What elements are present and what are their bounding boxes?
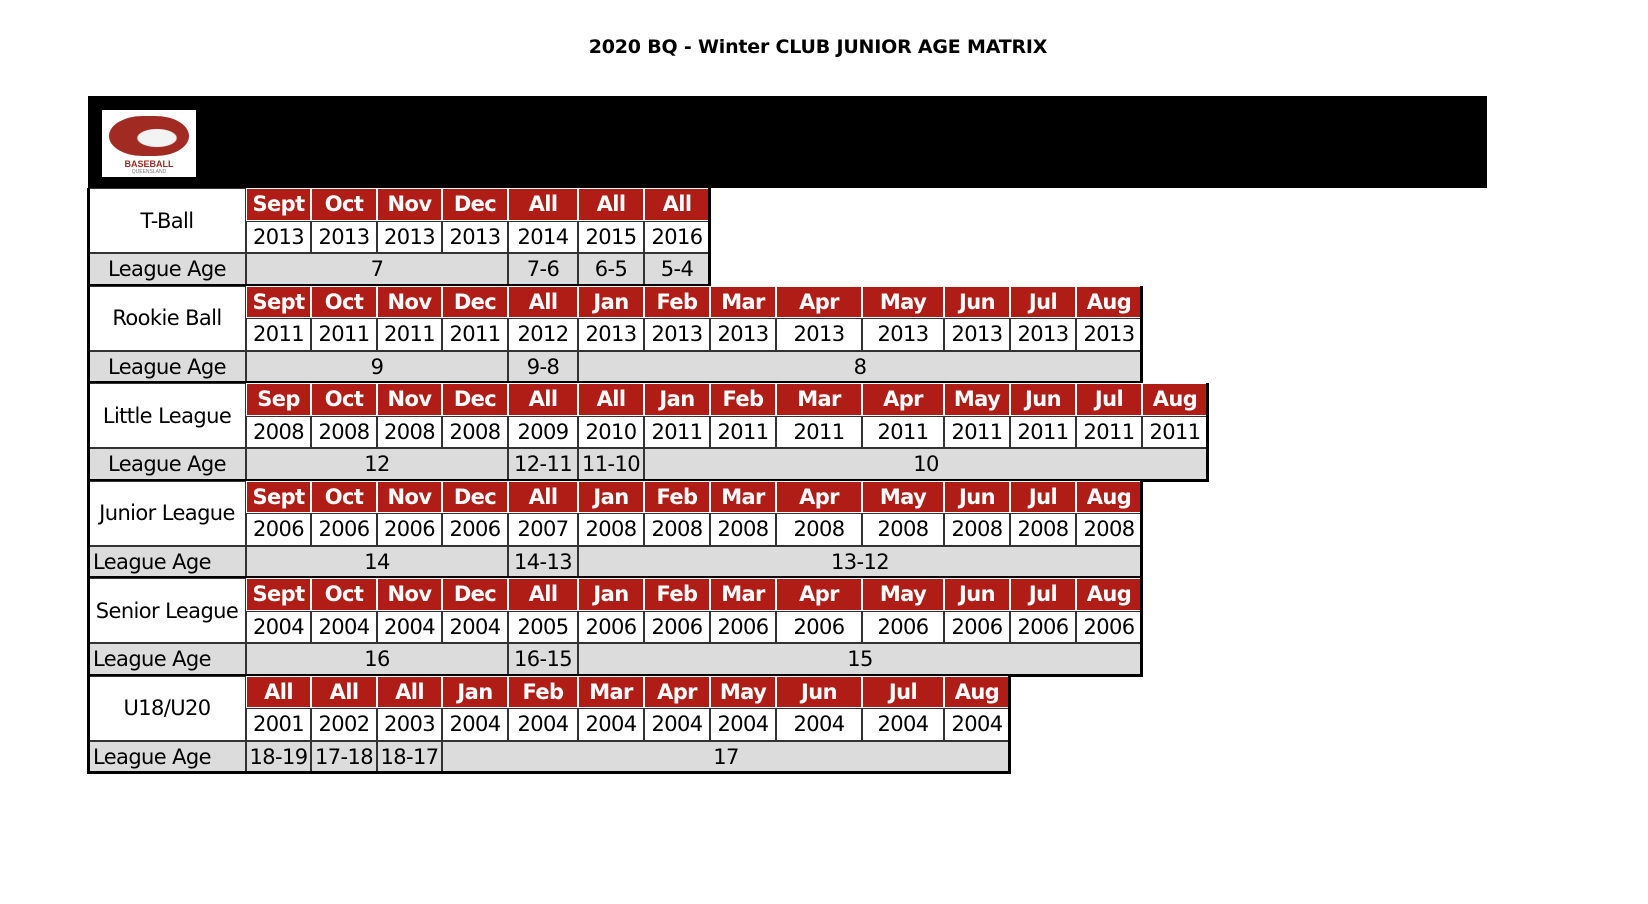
month-header: Aug [944, 676, 1010, 709]
birth-year: 2008 [442, 416, 508, 449]
month-header: May [862, 481, 944, 514]
birth-year: 2004 [246, 611, 311, 644]
birth-year: 2006 [1076, 611, 1142, 644]
league-age-value: 18-17 [377, 741, 442, 774]
birth-year: 2008 [776, 513, 862, 546]
division-name: T-Ball [88, 188, 246, 253]
league-age-value: 12-11 [508, 448, 578, 481]
month-header: Sept [246, 188, 311, 221]
month-header: Apr [776, 286, 862, 319]
birth-year: 2013 [862, 318, 944, 351]
birth-year: 2004 [442, 611, 508, 644]
month-header: All [246, 676, 311, 709]
birth-year: 2004 [377, 611, 442, 644]
birth-year: 2006 [442, 513, 508, 546]
league-age-value: 12 [246, 448, 508, 481]
month-header: All [508, 286, 578, 319]
month-header: May [862, 286, 944, 319]
division-name: Senior League [88, 578, 246, 643]
month-header: Jun [944, 286, 1010, 319]
birth-year: 2002 [311, 708, 377, 741]
month-header: Dec [442, 481, 508, 514]
month-header: Aug [1076, 481, 1142, 514]
month-header: Sept [246, 286, 311, 319]
month-header: All [508, 383, 578, 416]
birth-year: 2006 [862, 611, 944, 644]
month-header: Oct [311, 481, 377, 514]
month-header: Feb [644, 286, 710, 319]
birth-year: 2006 [776, 611, 862, 644]
birth-year: 2006 [578, 611, 644, 644]
month-header: Apr [776, 481, 862, 514]
month-header: May [710, 676, 776, 709]
birth-year: 2008 [862, 513, 944, 546]
league-age-value: 9 [246, 351, 508, 384]
league-age-value: 14-13 [508, 546, 578, 579]
birth-year: 2006 [377, 513, 442, 546]
month-header: All [508, 188, 578, 221]
month-header: Feb [710, 383, 776, 416]
header-banner [88, 96, 1487, 188]
birth-year: 2011 [442, 318, 508, 351]
month-header: Sept [246, 578, 311, 611]
birth-year: 2013 [944, 318, 1010, 351]
month-header: May [944, 383, 1010, 416]
month-header: Mar [776, 383, 862, 416]
month-header: Sept [246, 481, 311, 514]
birth-year: 2006 [246, 513, 311, 546]
month-header: Jul [1076, 383, 1142, 416]
baseball-queensland-logo [102, 110, 196, 177]
league-age-value: 7-6 [508, 253, 578, 286]
league-age-value: 10 [644, 448, 1208, 481]
division-name: Junior League [88, 481, 246, 546]
month-header: Apr [644, 676, 710, 709]
birth-year: 2011 [1010, 416, 1076, 449]
birth-year: 2016 [644, 221, 710, 254]
month-header: Dec [442, 383, 508, 416]
month-header: Jun [944, 481, 1010, 514]
month-header: All [508, 481, 578, 514]
logo-subtext: QUEENSLAND [131, 169, 167, 175]
month-header: All [311, 676, 377, 709]
birth-year: 2013 [644, 318, 710, 351]
league-age-label: League Age [88, 351, 246, 384]
month-header: Jan [578, 286, 644, 319]
birth-year: 2005 [508, 611, 578, 644]
league-age-value: 8 [578, 351, 1142, 384]
league-age-label: League Age [88, 741, 246, 774]
month-header: Jun [1010, 383, 1076, 416]
birth-year: 2008 [1076, 513, 1142, 546]
birth-year: 2008 [644, 513, 710, 546]
month-header: All [578, 383, 644, 416]
birth-year: 2013 [578, 318, 644, 351]
month-header: Sep [246, 383, 311, 416]
league-age-value: 15 [578, 643, 1142, 676]
league-age-value: 14 [246, 546, 508, 579]
birth-year: 2008 [311, 416, 377, 449]
birth-year: 2015 [578, 221, 644, 254]
month-header: Mar [710, 578, 776, 611]
league-age-label: League Age [88, 643, 246, 676]
birth-year: 2011 [944, 416, 1010, 449]
birth-year: 2004 [508, 708, 578, 741]
birth-year: 2006 [311, 513, 377, 546]
birth-year: 2007 [508, 513, 578, 546]
birth-year: 2010 [578, 416, 644, 449]
birth-year: 2006 [644, 611, 710, 644]
month-header: Jan [578, 481, 644, 514]
month-header: Jul [1010, 578, 1076, 611]
birth-year: 2001 [246, 708, 311, 741]
birth-year: 2013 [377, 221, 442, 254]
month-header: Jul [1010, 286, 1076, 319]
month-header: Dec [442, 286, 508, 319]
birth-year: 2011 [710, 416, 776, 449]
division-name: U18/U20 [88, 676, 246, 741]
page-title: 2020 BQ - Winter CLUB JUNIOR AGE MATRIX [588, 36, 1048, 58]
birth-year: 2008 [944, 513, 1010, 546]
logo-text: BASEBALL [124, 159, 174, 169]
league-age-value: 17-18 [311, 741, 377, 774]
month-header: Apr [776, 578, 862, 611]
month-header: Dec [442, 578, 508, 611]
league-age-value: 6-5 [578, 253, 644, 286]
month-header: Oct [311, 188, 377, 221]
birth-year: 2006 [944, 611, 1010, 644]
league-age-value: 5-4 [644, 253, 710, 286]
birth-year: 2013 [311, 221, 377, 254]
birth-year: 2004 [442, 708, 508, 741]
month-header: May [862, 578, 944, 611]
birth-year: 2013 [1076, 318, 1142, 351]
month-header: Mar [578, 676, 644, 709]
month-header: Aug [1142, 383, 1208, 416]
birth-year: 2013 [442, 221, 508, 254]
birth-year: 2013 [710, 318, 776, 351]
month-header: Feb [508, 676, 578, 709]
birth-year: 2013 [776, 318, 862, 351]
league-age-value: 16 [246, 643, 508, 676]
birth-year: 2006 [1010, 611, 1076, 644]
month-header: Nov [377, 578, 442, 611]
division-name: Little League [88, 383, 246, 448]
month-header: Jan [578, 578, 644, 611]
birth-year: 2004 [862, 708, 944, 741]
league-age-value: 7 [246, 253, 508, 286]
birth-year: 2011 [644, 416, 710, 449]
birth-year: 2008 [246, 416, 311, 449]
month-header: Oct [311, 578, 377, 611]
birth-year: 2013 [1010, 318, 1076, 351]
month-header: Mar [710, 481, 776, 514]
birth-year: 2004 [644, 708, 710, 741]
league-age-label: League Age [88, 448, 246, 481]
league-age-label: League Age [88, 253, 246, 286]
birth-year: 2011 [862, 416, 944, 449]
birth-year: 2008 [377, 416, 442, 449]
month-header: Dec [442, 188, 508, 221]
month-header: All [377, 676, 442, 709]
month-header: Jun [944, 578, 1010, 611]
birth-year: 2004 [710, 708, 776, 741]
month-header: Nov [377, 188, 442, 221]
month-header: Feb [644, 578, 710, 611]
birth-year: 2011 [311, 318, 377, 351]
month-header: Mar [710, 286, 776, 319]
birth-year: 2004 [776, 708, 862, 741]
league-age-value: 17 [442, 741, 1010, 774]
league-age-value: 18-19 [246, 741, 311, 774]
birth-year: 2008 [578, 513, 644, 546]
birth-year: 2004 [311, 611, 377, 644]
month-header: Jan [644, 383, 710, 416]
birth-year: 2013 [246, 221, 311, 254]
month-header: All [644, 188, 710, 221]
month-header: Apr [862, 383, 944, 416]
month-header: Aug [1076, 286, 1142, 319]
birth-year: 2011 [1076, 416, 1142, 449]
month-header: Jan [442, 676, 508, 709]
month-header: All [508, 578, 578, 611]
month-header: Nov [377, 481, 442, 514]
month-header: Nov [377, 286, 442, 319]
birth-year: 2009 [508, 416, 578, 449]
birth-year: 2011 [1142, 416, 1208, 449]
league-age-label: League Age [88, 546, 246, 579]
birth-year: 2011 [377, 318, 442, 351]
birth-year: 2006 [710, 611, 776, 644]
birth-year: 2011 [776, 416, 862, 449]
birth-year: 2012 [508, 318, 578, 351]
league-age-value: 13-12 [578, 546, 1142, 579]
month-header: All [578, 188, 644, 221]
month-header: Aug [1076, 578, 1142, 611]
league-age-value: 11-10 [578, 448, 644, 481]
league-age-value: 9-8 [508, 351, 578, 384]
month-header: Nov [377, 383, 442, 416]
month-header: Feb [644, 481, 710, 514]
birth-year: 2008 [1010, 513, 1076, 546]
birth-year: 2011 [246, 318, 311, 351]
month-header: Oct [311, 286, 377, 319]
league-age-value: 16-15 [508, 643, 578, 676]
month-header: Oct [311, 383, 377, 416]
baseball-logo-icon [109, 116, 189, 156]
division-name: Rookie Ball [88, 286, 246, 351]
birth-year: 2003 [377, 708, 442, 741]
birth-year: 2004 [578, 708, 644, 741]
birth-year: 2008 [710, 513, 776, 546]
birth-year: 2004 [944, 708, 1010, 741]
month-header: Jun [776, 676, 862, 709]
month-header: Jul [1010, 481, 1076, 514]
birth-year: 2014 [508, 221, 578, 254]
month-header: Jul [862, 676, 944, 709]
